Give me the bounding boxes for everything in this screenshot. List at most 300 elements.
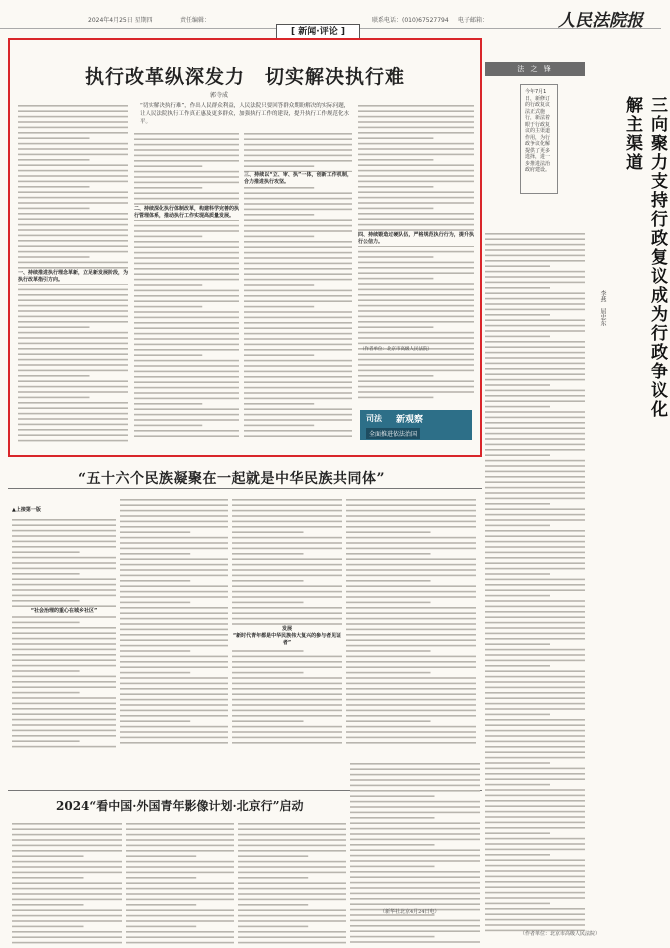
text-line <box>18 413 128 415</box>
text-line <box>350 822 480 824</box>
text-line <box>18 143 128 145</box>
text-line <box>126 920 234 922</box>
text-line <box>238 942 346 944</box>
text-line <box>358 391 474 393</box>
text-line <box>244 419 352 421</box>
text-line <box>120 585 228 587</box>
text-line <box>134 236 202 238</box>
text-lines <box>358 102 474 402</box>
text-line <box>244 435 352 437</box>
text-line <box>12 546 116 548</box>
text-line <box>238 931 346 933</box>
text-line <box>350 839 480 841</box>
text-line <box>18 353 128 355</box>
text-line <box>244 263 352 265</box>
text-line <box>358 256 433 258</box>
text-line <box>358 127 474 129</box>
text-line <box>350 790 480 792</box>
news-column-3 <box>238 820 346 945</box>
text-line <box>485 276 585 278</box>
text-line <box>485 552 585 554</box>
text-line <box>358 132 474 134</box>
text-line <box>346 645 476 647</box>
text-line <box>358 154 474 156</box>
text-line <box>485 433 585 435</box>
text-line <box>485 719 585 721</box>
text-line <box>350 893 480 895</box>
text-line <box>134 263 239 265</box>
text-line <box>358 186 433 188</box>
text-line <box>238 926 308 928</box>
text-line <box>485 697 585 699</box>
text-line <box>18 148 128 150</box>
text-line <box>244 311 352 313</box>
text-line <box>12 681 116 683</box>
text-line <box>358 370 474 372</box>
text-line <box>18 154 128 156</box>
text-line <box>346 731 476 733</box>
text-line <box>18 164 128 166</box>
text-line <box>244 187 314 189</box>
text-line <box>134 160 239 162</box>
text-lines <box>232 496 342 746</box>
text-line <box>346 720 431 722</box>
text-line <box>134 176 239 178</box>
text-line <box>358 305 474 307</box>
text-line <box>485 638 585 640</box>
text-line <box>12 578 116 580</box>
text-line <box>134 322 239 324</box>
text-line <box>12 643 116 645</box>
text-line <box>485 881 585 883</box>
text-line <box>134 425 202 427</box>
text-line <box>126 888 234 890</box>
text-line <box>358 181 474 183</box>
continuation-label: ▲上接第一版 <box>12 507 41 513</box>
text-line <box>485 292 585 294</box>
text-line <box>232 688 342 690</box>
text-line <box>485 784 550 786</box>
text-line <box>232 607 342 609</box>
text-line <box>244 408 352 410</box>
text-line <box>244 387 352 389</box>
text-line <box>244 381 352 383</box>
text-line <box>358 148 474 150</box>
text-line <box>134 419 239 421</box>
text-line <box>18 370 128 372</box>
text-line <box>358 143 474 145</box>
text-line <box>350 920 480 922</box>
text-line <box>238 936 346 938</box>
text-line <box>18 262 128 264</box>
text-line <box>232 623 342 625</box>
text-line <box>120 602 190 604</box>
text-line <box>244 376 352 378</box>
text-line <box>232 710 342 712</box>
text-line <box>485 832 550 834</box>
text-line <box>120 553 190 555</box>
text-line <box>244 414 352 416</box>
text-line <box>18 321 128 323</box>
text-line <box>485 757 585 759</box>
text-line <box>346 515 476 517</box>
text-line <box>485 406 550 408</box>
text-line <box>12 828 122 830</box>
text-line <box>134 311 239 313</box>
text-line <box>485 309 585 311</box>
text-line <box>244 165 314 167</box>
text-line <box>350 898 480 900</box>
text-line <box>18 332 128 334</box>
text-line <box>244 300 352 302</box>
text-line <box>350 860 480 862</box>
text-line <box>485 838 585 840</box>
text-lines <box>238 820 346 945</box>
text-line <box>238 909 346 911</box>
promo-subtitle: 全面推进依法治国 <box>366 428 420 439</box>
text-line <box>134 430 239 432</box>
text-line <box>485 379 585 381</box>
text-line <box>346 688 476 690</box>
text-line <box>126 839 234 841</box>
text-line <box>244 252 352 254</box>
text-line <box>350 876 480 878</box>
text-line <box>244 203 352 205</box>
text-line <box>120 531 190 533</box>
text-line <box>358 332 474 334</box>
text-line <box>485 346 585 348</box>
text-line <box>350 930 480 932</box>
text-line <box>485 633 585 635</box>
text-line <box>12 866 122 868</box>
text-line <box>244 354 314 356</box>
text-line <box>485 298 585 300</box>
text-line <box>244 268 352 270</box>
text-line <box>18 186 90 188</box>
text-line <box>244 317 352 319</box>
text-line <box>12 584 116 586</box>
text-line <box>485 384 550 386</box>
text-line <box>232 618 342 620</box>
text-line <box>485 357 585 359</box>
text-line <box>120 629 228 631</box>
text-line <box>134 354 202 356</box>
text-line <box>244 209 352 211</box>
text-line <box>485 417 585 419</box>
text-line <box>358 326 433 328</box>
text-line <box>12 638 116 640</box>
sidebar-band: 法 之 锋 <box>485 62 585 76</box>
text-line <box>485 600 585 602</box>
text-line <box>134 435 239 437</box>
text-line <box>350 828 480 830</box>
text-line <box>134 295 239 297</box>
text-line <box>134 187 202 189</box>
text-line <box>18 380 128 382</box>
text-line <box>134 203 239 205</box>
text-line <box>346 569 476 571</box>
text-line <box>485 611 585 613</box>
text-line <box>485 703 585 705</box>
text-line <box>12 719 116 721</box>
text-line <box>238 893 346 895</box>
text-line <box>18 175 128 177</box>
text-line <box>134 398 239 400</box>
text-line <box>120 666 228 668</box>
text-line <box>126 909 234 911</box>
text-line <box>134 268 239 270</box>
text-line <box>238 850 346 852</box>
text-line <box>350 903 480 905</box>
text-line <box>120 596 228 598</box>
text-line <box>232 591 342 593</box>
text-line <box>232 542 342 544</box>
text-line <box>126 893 234 895</box>
text-line <box>232 720 304 722</box>
text-line <box>232 569 342 571</box>
text-line <box>485 535 585 537</box>
text-line <box>134 408 239 410</box>
text-line <box>18 127 128 129</box>
text-line <box>12 861 122 863</box>
text-line <box>18 267 128 269</box>
text-line <box>238 839 346 841</box>
paper-logo: 人民法院报 <box>558 11 643 31</box>
news-column-2 <box>126 820 234 945</box>
news-column-1 <box>12 820 122 945</box>
text-line <box>18 197 128 199</box>
text-line <box>232 510 342 512</box>
text-line <box>120 737 228 739</box>
text-lines <box>12 516 116 746</box>
text-line <box>485 530 585 532</box>
text-line <box>244 192 352 194</box>
text-line <box>244 236 314 238</box>
text-line <box>244 338 352 340</box>
text-line <box>12 730 116 732</box>
text-line <box>485 492 585 494</box>
text-line <box>238 872 346 874</box>
text-line <box>120 575 228 577</box>
bottom-subhead-2: 发展 <box>232 626 342 633</box>
text-line <box>350 849 480 851</box>
text-line <box>485 660 585 662</box>
text-line <box>350 812 480 814</box>
text-line <box>485 789 585 791</box>
text-line <box>12 595 116 597</box>
text-line <box>12 926 84 928</box>
text-line <box>134 133 239 135</box>
text-line <box>485 622 585 624</box>
text-line <box>134 290 239 292</box>
text-line <box>485 708 585 710</box>
text-line <box>232 683 342 685</box>
text-line <box>346 526 476 528</box>
text-line <box>485 568 585 570</box>
text-line <box>120 607 228 609</box>
text-line <box>232 558 342 560</box>
text-line <box>18 310 128 312</box>
text-line <box>126 855 196 857</box>
text-line <box>232 515 342 517</box>
text-line <box>358 380 474 382</box>
text-line <box>485 724 585 726</box>
text-line <box>126 931 234 933</box>
text-line <box>350 833 480 835</box>
article-column-3 <box>244 130 352 440</box>
text-line <box>358 283 474 285</box>
text-line <box>346 699 476 701</box>
text-line <box>244 425 314 427</box>
text-line <box>346 499 476 501</box>
text-line <box>346 585 476 587</box>
text-line <box>350 768 480 770</box>
text-line <box>485 897 585 899</box>
text-line <box>12 600 80 602</box>
text-line <box>244 360 352 362</box>
text-line <box>358 121 474 123</box>
text-line <box>126 926 196 928</box>
text-line <box>18 121 128 123</box>
sidebar-author: 李燕 屈忠东 <box>599 290 606 326</box>
text-line <box>120 558 228 560</box>
text-line <box>12 519 116 521</box>
article-column-1 <box>18 102 128 442</box>
text-line <box>12 632 116 634</box>
bottom-column-1 <box>12 516 116 746</box>
text-line <box>12 740 80 742</box>
text-line <box>244 214 314 216</box>
text-line <box>232 580 304 582</box>
text-line <box>12 888 122 890</box>
text-lines <box>350 760 480 945</box>
text-line <box>12 697 116 699</box>
text-line <box>134 371 239 373</box>
text-line <box>134 182 239 184</box>
text-line <box>18 440 128 442</box>
text-line <box>485 649 585 651</box>
text-line <box>18 343 128 345</box>
text-line <box>346 510 476 512</box>
text-line <box>485 422 585 424</box>
text-line <box>346 656 476 658</box>
text-line <box>238 877 308 879</box>
text-line <box>346 715 476 717</box>
text-line <box>485 271 585 273</box>
text-line <box>12 936 122 938</box>
text-line <box>346 726 476 728</box>
text-line <box>120 715 228 717</box>
text-line <box>12 915 122 917</box>
text-line <box>238 899 346 901</box>
text-line <box>485 336 550 338</box>
promo-banner[interactable] <box>360 410 472 440</box>
text-line <box>232 553 304 555</box>
text-line <box>120 710 228 712</box>
text-line <box>120 537 228 539</box>
text-line <box>346 537 476 539</box>
text-line <box>485 476 585 478</box>
text-line <box>134 225 239 227</box>
text-line <box>18 418 128 420</box>
contact-email: 电子邮箱： <box>458 17 489 24</box>
text-line <box>12 877 84 879</box>
text-line <box>485 514 585 516</box>
text-line <box>485 579 585 581</box>
text-line <box>244 230 352 232</box>
text-line <box>134 252 239 254</box>
text-line <box>18 224 128 226</box>
text-line <box>346 710 476 712</box>
text-line <box>485 886 585 888</box>
text-line <box>244 138 352 140</box>
text-line <box>244 257 352 259</box>
text-lines <box>126 820 234 945</box>
text-lines <box>134 130 239 440</box>
text-line <box>346 521 476 523</box>
text-line <box>134 279 239 281</box>
text-line <box>485 373 585 375</box>
text-line <box>12 893 122 895</box>
main-article-author-note: （作者单位：北京市高级人民法院） <box>360 347 432 352</box>
text-line <box>18 402 128 404</box>
text-line <box>358 164 474 166</box>
text-line <box>232 612 342 614</box>
text-line <box>244 160 352 162</box>
text-line <box>134 327 239 329</box>
text-line <box>346 612 476 614</box>
text-line <box>232 548 342 550</box>
text-line <box>12 708 116 710</box>
text-line <box>12 649 116 651</box>
text-line <box>358 267 474 269</box>
bottom-subhead-3: “新时代青年都是中华民族伟大复兴的参与者见证者” <box>232 633 342 646</box>
text-line <box>244 225 352 227</box>
text-line <box>485 773 585 775</box>
text-line <box>12 670 80 672</box>
text-line <box>485 768 585 770</box>
text-line <box>12 557 116 559</box>
text-line <box>12 872 122 874</box>
text-line <box>18 105 128 107</box>
text-line <box>244 279 352 281</box>
text-line <box>18 132 128 134</box>
text-line <box>12 605 116 607</box>
text-line <box>238 834 346 836</box>
text-line <box>358 175 474 177</box>
text-line <box>485 762 550 764</box>
text-line <box>134 387 239 389</box>
text-line <box>244 155 352 157</box>
text-line <box>485 525 550 527</box>
text-line <box>12 535 116 537</box>
text-line <box>232 575 342 577</box>
text-line <box>120 504 228 506</box>
text-line <box>120 672 190 674</box>
text-line <box>134 365 239 367</box>
text-line <box>244 333 352 335</box>
text-line <box>232 585 342 587</box>
text-line <box>238 828 346 830</box>
text-line <box>12 834 122 836</box>
text-line <box>12 530 116 532</box>
text-line <box>350 887 480 889</box>
news-title: 2024“看中国·外国青年影像计划·北京行”启动 <box>56 799 304 813</box>
text-line <box>120 542 228 544</box>
text-line <box>232 526 342 528</box>
text-line <box>244 430 352 432</box>
text-line <box>120 623 228 625</box>
